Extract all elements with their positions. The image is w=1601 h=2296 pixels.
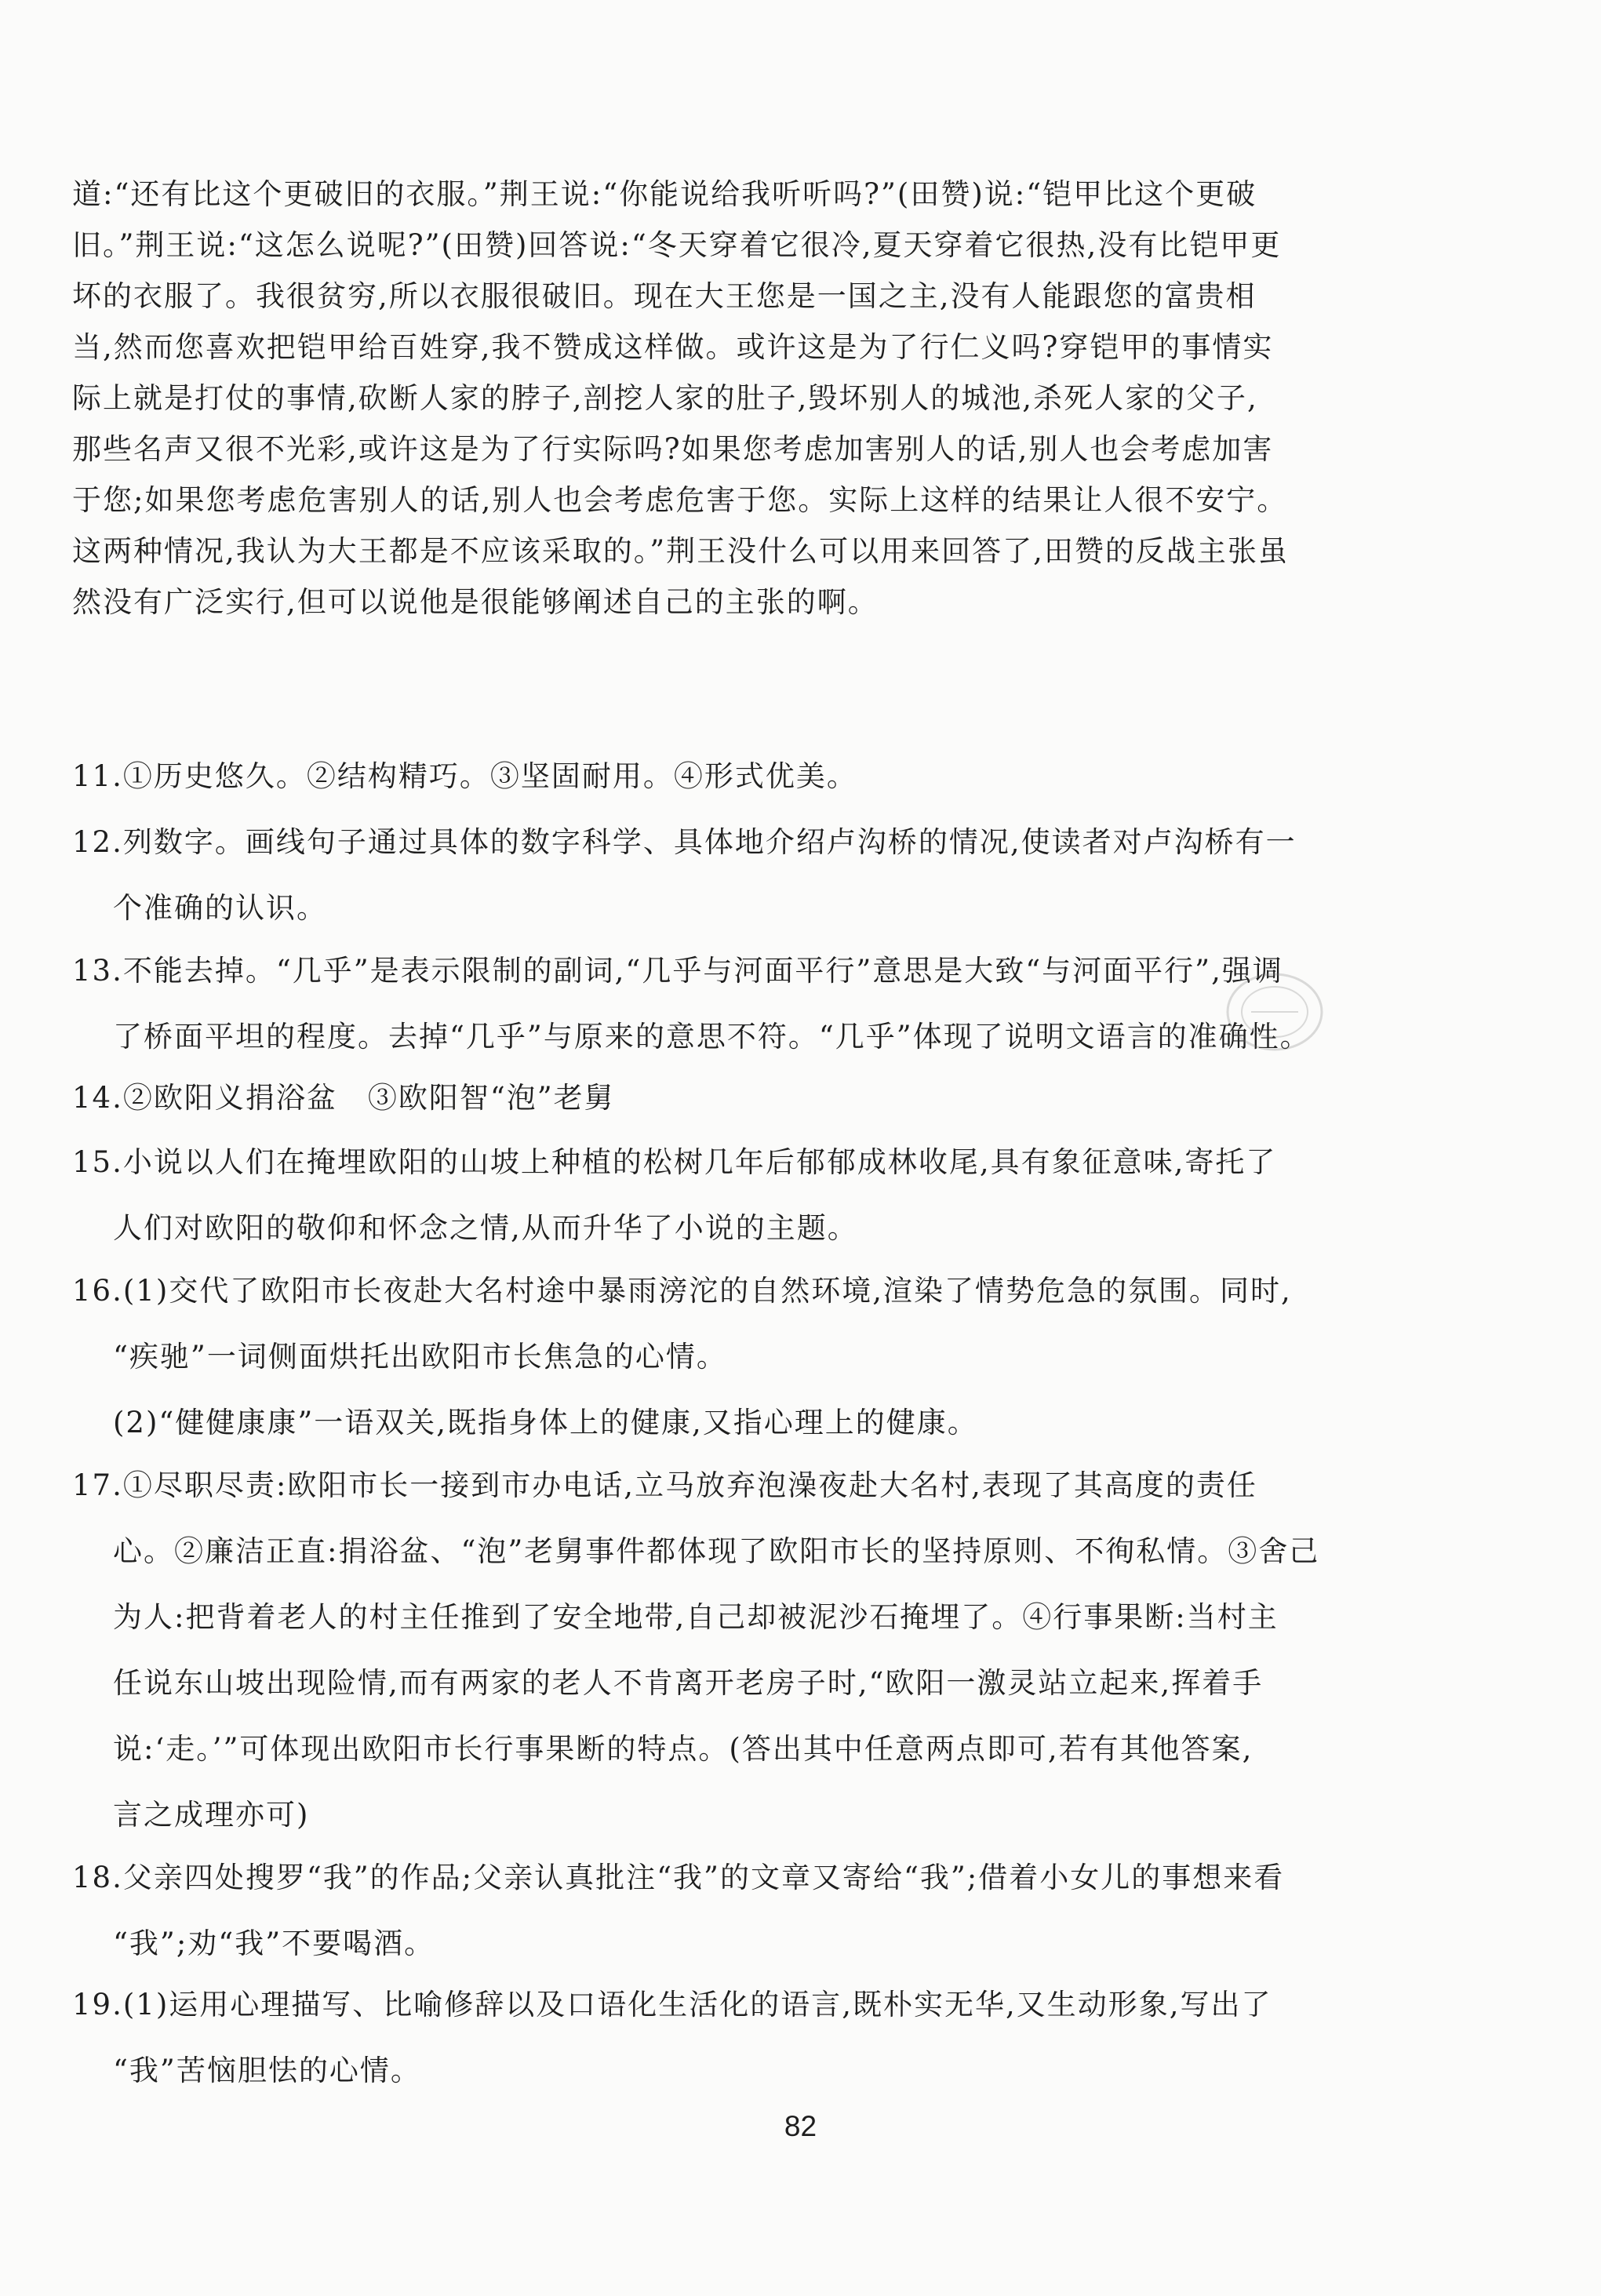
- answer-line: 16.(1)交代了欧阳市长夜赴大名村途中暴雨滂沱的自然环境,渲染了情势危急的氛围。同时,: [72, 1274, 1292, 1308]
- answer-line: 11.①历史悠久。②结构精巧。③坚固耐用。④形式优美。: [72, 759, 857, 793]
- answer-16: [72, 1258, 1382, 1456]
- answer-line: 人们对欧阳的敬仰和怀念之情,从而升华了小说的主题。: [113, 1211, 858, 1245]
- text-line: 那些名声又很不光彩,或许这是为了行实际吗?如果您考虑加害别人的话,别人也会考虑加害: [72, 432, 1274, 466]
- answer-11: [72, 744, 1382, 810]
- answer-12: [72, 810, 1382, 941]
- answer-line: “我”;劝“我”不要喝酒。: [113, 1927, 435, 1960]
- answer-15: [72, 1130, 1382, 1261]
- answer-line: 说:‘走。’”可体现出欧阳市长行事果断的特点。(答出其中任意两点即可,若有其他答案,: [113, 1732, 1254, 1766]
- intro-paragraph: [72, 169, 1382, 628]
- text-line: 于您;如果您考虑危害别人的话,别人也会考虑危害于您。实际上这样的结果让人很不安宁。: [72, 483, 1288, 517]
- text-line: 道:“还有比这个更破旧的衣服。”荆王说:“你能说给我听听吗?”(田赞)说:“铠甲比这个更破: [72, 177, 1257, 211]
- answer-19: [72, 1972, 1382, 2104]
- answer-line: 19.(1)运用心理描写、比喻修辞以及口语化生活化的语言,既朴实无华,又生动形象,写出了: [72, 1988, 1272, 2021]
- answer-line: 个准确的认识。: [113, 891, 327, 925]
- page-number: 82: [784, 2110, 817, 2142]
- answer-line: “疾驰”一词侧面烘托出欧阳市长焦急的心情。: [113, 1340, 727, 1374]
- answer-line: 了桥面平坦的程度。去掉“几乎”与原来的意思不符。“几乎”体现了说明文语言的准确性。: [113, 1020, 1311, 1053]
- answer-line: 15.小说以人们在掩埋欧阳的山坡上种植的松树几年后郁郁成林收尾,具有象征意味,寄托了: [72, 1145, 1277, 1179]
- text-line: 然没有广泛实行,但可以说他是很能够阐述自己的主张的啊。: [72, 585, 879, 619]
- answer-line: 14.②欧阳义捐浴盆 ③欧阳智“泡”老舅: [72, 1081, 615, 1115]
- text-line: 坏的衣服了。我很贫穷,所以衣服很破旧。现在大王您是一国之主,没有人能跟您的富贵相: [72, 279, 1257, 313]
- answer-line: 任说东山坡出现险情,而有两家的老人不肯离开老房子时,“欧阳一激灵站立起来,挥着手: [113, 1666, 1264, 1700]
- answer-line: 心。②廉洁正直:捐浴盆、“泡”老舅事件都体现了欧阳市长的坚持原则、不徇私情。③舍己: [113, 1534, 1320, 1568]
- answer-line: 为人:把背着老人的村主任推到了安全地带,自己却被泥沙石掩埋了。④行事果断:当村主: [113, 1600, 1279, 1634]
- text-line: 这两种情况,我认为大王都是不应该采取的。”荆王没什么可以用来回答了,田赞的反战主张虽: [72, 534, 1289, 568]
- answer-line: 13.不能去掉。“几乎”是表示限制的副词,“几乎与河面平行”意思是大致“与河面平行”,强调: [72, 954, 1283, 988]
- text-line: 旧。”荆王说:“这怎么说呢?”(田赞)回答说:“冬天穿着它很冷,夏天穿着它很热,没有比铠甲更: [72, 228, 1282, 262]
- answer-17: [72, 1453, 1382, 1848]
- answer-line: 18.父亲四处搜罗“我”的作品;父亲认真批注“我”的文章又寄给“我”;借着小女儿的事想来看: [72, 1861, 1285, 1894]
- answer-line: (2)“健健康康”一语双关,既指身体上的健康,又指心理上的健康。: [113, 1406, 978, 1439]
- answer-14: [72, 1065, 1382, 1131]
- answer-line: 言之成理亦可): [113, 1798, 310, 1832]
- text-line: 际上就是打仗的事情,砍断人家的脖子,剖挖人家的肚子,毁坏别人的城池,杀死人家的父子,: [72, 381, 1258, 415]
- answer-line: 17.①尽职尽责:欧阳市长一接到市办电话,立马放弃泡澡夜赴大名村,表现了其高度的责任: [72, 1468, 1257, 1502]
- answer-13: [72, 938, 1382, 1070]
- answer-line: “我”苦恼胆怯的心情。: [113, 2054, 421, 2087]
- answer-line: 12.列数字。画线句子通过具体的数字科学、具体地介绍卢沟桥的情况,使读者对卢沟桥有一: [72, 825, 1297, 859]
- answer-18: [72, 1845, 1382, 1977]
- watermark-stamp-icon: [1220, 965, 1330, 1059]
- text-line: 当,然而您喜欢把铠甲给百姓穿,我不赞成这样做。或许这是为了行仁义吗?穿铠甲的事情实: [72, 330, 1274, 364]
